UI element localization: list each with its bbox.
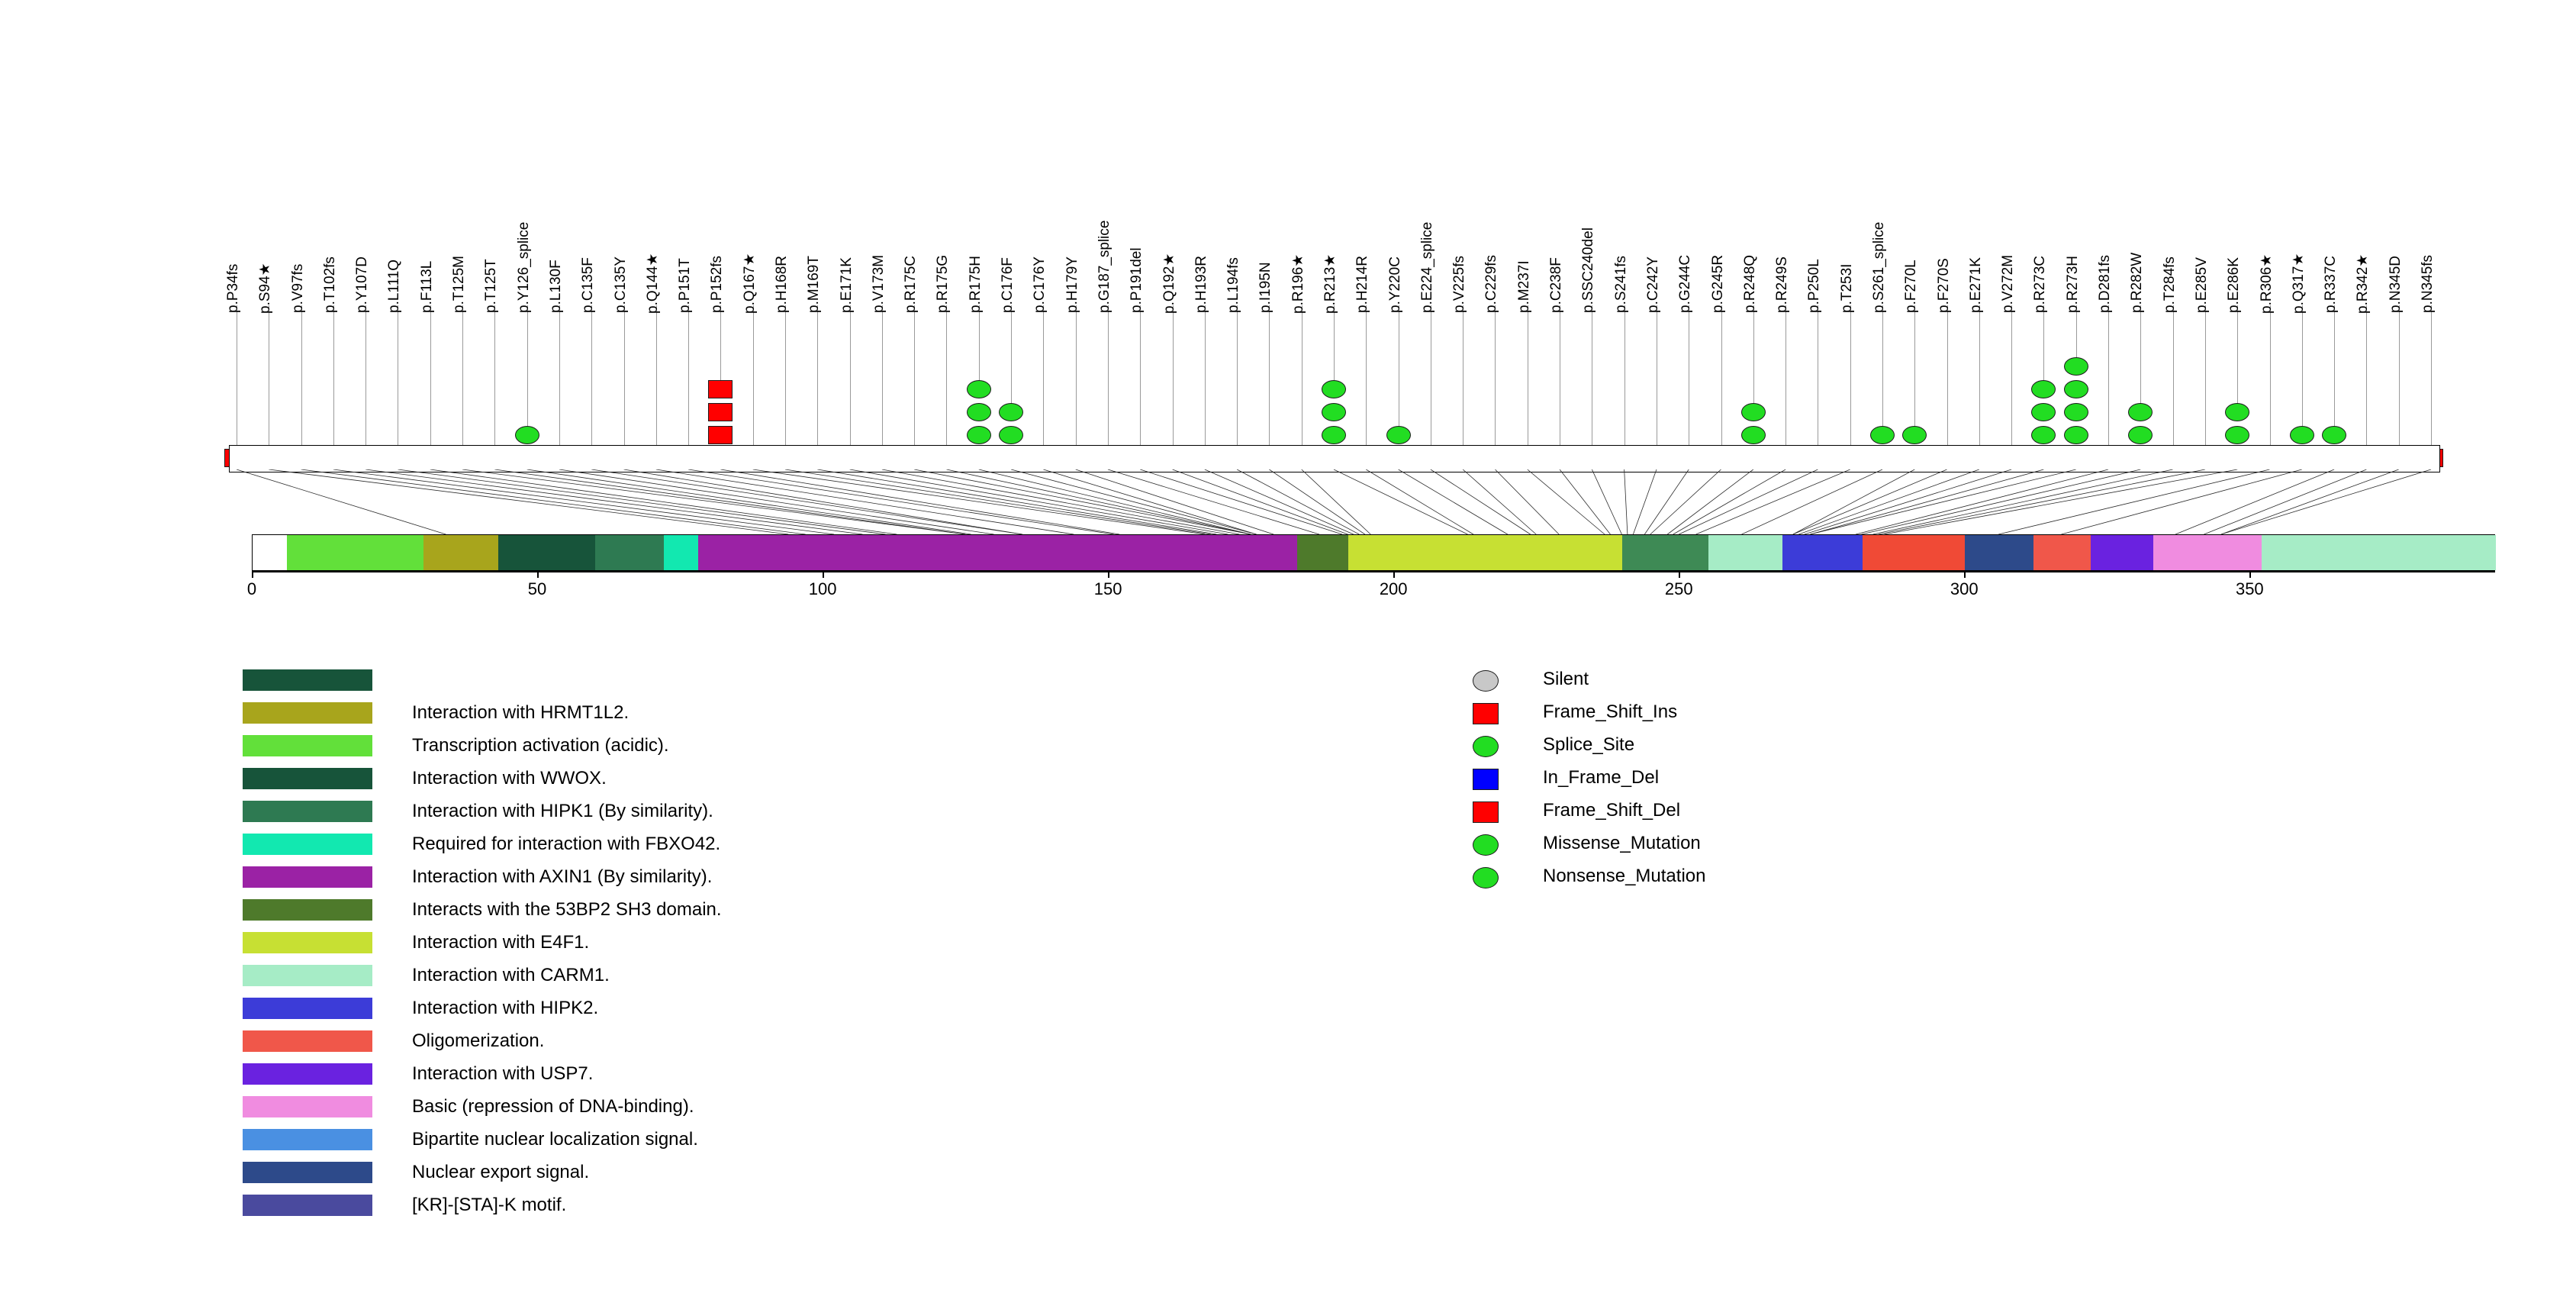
- domain-legend-swatch: [243, 669, 372, 691]
- lollipop-stem: [527, 305, 528, 435]
- domain-legend-label: Interaction with CARM1.: [412, 965, 610, 985]
- lollipop-stem: [624, 305, 625, 458]
- lollipop-stem: [1108, 305, 1109, 458]
- lollipop-stem: [1366, 305, 1367, 458]
- domain-legend-label: Interaction with HIPK2.: [412, 998, 599, 1018]
- axis-tick: [823, 571, 824, 578]
- domain-legend-label: Interaction with HRMT1L2.: [412, 702, 630, 723]
- lollipop-stem: [2237, 305, 2238, 412]
- lollipop-stem: [817, 305, 818, 458]
- mutation-marker-stacked[interactable]: [2290, 426, 2314, 444]
- mutation-label: p.Y126_splice: [515, 221, 532, 313]
- lollipop-stem: [591, 305, 592, 458]
- mutation-label: p.S94★: [257, 263, 274, 314]
- mutation-type-legend-label: Frame_Shift_Del: [1543, 800, 1681, 821]
- mutation-marker-stacked[interactable]: [2031, 403, 2056, 421]
- lollipop-stem: [1011, 305, 1012, 412]
- lollipop-stem: [1495, 305, 1496, 458]
- mutation-label: p.R282W: [2129, 252, 2146, 313]
- mutation-type-legend-row[interactable]: [1473, 830, 2007, 863]
- axis-tick-label: 200: [1379, 579, 1408, 598]
- mutation-marker-stacked[interactable]: [967, 380, 991, 398]
- mutation-label: p.L111Q: [386, 259, 403, 313]
- domain-legend-swatch: [243, 866, 372, 888]
- domain-legend-swatch: [243, 1063, 372, 1085]
- mutation-marker-stacked[interactable]: [2322, 426, 2346, 444]
- mutation-marker-stacked[interactable]: [1322, 426, 1346, 444]
- mutation-type-legend-row[interactable]: [1473, 863, 2007, 895]
- axis-tick-label: 250: [1664, 579, 1693, 598]
- domain-legend-swatch: [243, 702, 372, 724]
- domain-legend-swatch: [243, 735, 372, 756]
- mutation-marker-stacked[interactable]: [1741, 426, 1766, 444]
- axis-tick-label: 50: [527, 579, 547, 598]
- mutation-label: p.R248Q: [1741, 254, 1758, 313]
- mutation-label: p.C135F: [580, 257, 597, 313]
- mutation-marker-stacked[interactable]: [999, 403, 1023, 421]
- mutation-label: p.E286K: [2226, 257, 2243, 313]
- domain-legend-swatch: [243, 932, 372, 953]
- lollipop-stem: [1721, 305, 1722, 458]
- mutation-label: p.P34fs: [225, 263, 241, 313]
- mutation-label: p.P250L: [1806, 259, 1823, 313]
- domain-legend-row[interactable]: [243, 928, 929, 961]
- domain-legend-label: Interaction with USP7.: [412, 1063, 594, 1084]
- lollipop-stem: [2140, 305, 2141, 412]
- lollipop-stem: [2205, 305, 2206, 458]
- mutation-marker-stacked[interactable]: [1322, 380, 1346, 398]
- domain-legend-row[interactable]: [243, 1092, 929, 1125]
- mutation-type-legend-marker: [1473, 834, 1499, 856]
- domain-legend-row[interactable]: [243, 666, 929, 698]
- lollipop-stem: [430, 305, 431, 458]
- axis-tick: [1679, 571, 1680, 578]
- lollipop-stem: [2173, 305, 2174, 458]
- mutation-label: p.V225fs: [1451, 256, 1468, 313]
- mutation-label: p.N345D: [2387, 256, 2404, 313]
- domain-legend-swatch: [243, 965, 372, 986]
- mutation-marker-stacked[interactable]: [1902, 426, 1927, 444]
- mutation-label: p.F270L: [1903, 260, 1920, 313]
- domain-legend-label: Interaction with HIPK1 (By similarity).: [412, 801, 713, 821]
- lollipop-stem: [1979, 305, 1980, 458]
- mutation-marker-stacked[interactable]: [967, 403, 991, 421]
- mutation-label: p.E171K: [838, 257, 855, 313]
- lollipop-stem: [656, 305, 657, 458]
- lollipop-stem: [1914, 305, 1915, 435]
- mutation-type-legend-marker: [1473, 867, 1499, 888]
- mutation-label: p.R337C: [2323, 256, 2339, 313]
- mutation-label: p.SSC240del: [1580, 227, 1597, 313]
- domain-legend-row[interactable]: [243, 1158, 929, 1191]
- mutation-label: p.G187_splice: [1096, 220, 1113, 313]
- lollipop-stem: [1882, 305, 1883, 435]
- domain-segment[interactable]: [1965, 535, 2033, 570]
- mutation-label: p.R342★: [2355, 253, 2372, 314]
- lollipop-stem: [2011, 305, 2012, 458]
- lollipop-stem: [494, 305, 495, 458]
- domain-legend-swatch: [243, 1129, 372, 1150]
- lollipop-stem: [2270, 305, 2271, 458]
- mutation-type-legend-row[interactable]: [1473, 698, 2007, 731]
- lollipop-stem: [688, 305, 689, 458]
- mutation-marker-stacked[interactable]: [2128, 426, 2153, 444]
- mutation-label: p.D281fs: [2097, 254, 2114, 313]
- lollipop-stem: [2431, 305, 2432, 458]
- lollipop-stem: [1947, 305, 1948, 458]
- mutation-type-legend-marker: [1473, 670, 1499, 692]
- lollipop-stem: [946, 305, 947, 458]
- domain-legend-row[interactable]: [243, 961, 929, 994]
- mutation-type-legend-label: Silent: [1543, 669, 1589, 689]
- lollipop-stem: [1753, 305, 1754, 412]
- axis-tick: [1108, 571, 1109, 578]
- mutation-marker-stacked[interactable]: [2225, 403, 2249, 421]
- mutation-type-legend-row[interactable]: [1473, 666, 2007, 698]
- mutation-label: p.T125M: [451, 256, 468, 313]
- domain-legend-row[interactable]: [243, 994, 929, 1027]
- lollipop-stem: [1205, 305, 1206, 458]
- lollipop-stem: [301, 305, 302, 458]
- domain-bar: [252, 534, 2495, 571]
- mutation-marker-stacked[interactable]: [2031, 426, 2056, 444]
- mutation-label: p.P151T: [677, 258, 694, 313]
- domain-segment[interactable]: [698, 535, 1297, 570]
- mutation-label: p.M237I: [1515, 260, 1532, 313]
- mutation-label: p.G244C: [1677, 254, 1694, 313]
- lollipop-stem: [1043, 305, 1044, 458]
- domain-legend-label: Oligomerization.: [412, 1030, 545, 1051]
- domain-legend-swatch: [243, 1162, 372, 1183]
- domain-legend-swatch: [243, 1195, 372, 1216]
- domain-legend-swatch: [243, 998, 372, 1019]
- lollipop-stem: [914, 305, 915, 458]
- axis-tick-label: 0: [246, 579, 257, 598]
- axis-tick-label: 150: [1093, 579, 1122, 598]
- mutation-type-legend-marker: [1473, 769, 1499, 790]
- domain-legend-row[interactable]: [243, 731, 929, 764]
- axis-tick-label: 350: [2235, 579, 2264, 598]
- mutation-marker-stacked[interactable]: [1322, 403, 1346, 421]
- domain-legend: [243, 666, 929, 1224]
- mutation-label: p.T125T: [483, 259, 500, 313]
- mutation-marker-stacked[interactable]: [967, 426, 991, 444]
- axis-line: [252, 571, 2495, 572]
- mutation-label: p.R249S: [1774, 256, 1791, 313]
- mutation-type-legend-row[interactable]: [1473, 797, 2007, 830]
- lollipop-stem: [2302, 305, 2303, 435]
- mutation-label: p.V173M: [870, 254, 887, 313]
- mutation-type-legend-marker: [1473, 703, 1499, 724]
- domain-legend-row[interactable]: [243, 863, 929, 895]
- mutation-marker-stacked[interactable]: [2064, 403, 2088, 421]
- mutation-type-legend-label: Missense_Mutation: [1543, 833, 1701, 853]
- mutation-label: p.Q167★: [741, 253, 758, 314]
- mutation-marker-stacked[interactable]: [2031, 380, 2056, 398]
- axis-tick: [1393, 571, 1395, 578]
- mutation-label: p.F270S: [1935, 258, 1952, 313]
- lollipop-stem: [882, 305, 883, 458]
- mutation-label: p.T284fs: [2161, 256, 2178, 313]
- mutation-label: p.R196★: [1290, 253, 1306, 314]
- domain-legend-row[interactable]: [243, 1191, 929, 1224]
- mutation-label: p.E224_splice: [1418, 221, 1435, 313]
- lollipop-stem: [2108, 305, 2109, 458]
- domain-segment[interactable]: [498, 535, 595, 570]
- protein-backbone: [229, 445, 2440, 472]
- lollipop-stem: [2366, 305, 2367, 458]
- domain-legend-label: Bipartite nuclear localization signal.: [412, 1129, 698, 1150]
- axis-tick: [2249, 571, 2251, 578]
- mutation-marker-stacked[interactable]: [708, 403, 733, 421]
- domain-segment[interactable]: [1708, 535, 1782, 570]
- mutation-marker-stacked[interactable]: [1870, 426, 1895, 444]
- mutation-marker-stacked[interactable]: [999, 426, 1023, 444]
- domain-segment[interactable]: [1297, 535, 1348, 570]
- domain-segment[interactable]: [2153, 535, 2262, 570]
- mutation-label: p.R175G: [935, 254, 952, 313]
- domain-segment[interactable]: [2033, 535, 2091, 570]
- domain-legend-row[interactable]: [243, 764, 929, 797]
- domain-segment[interactable]: [1782, 535, 1863, 570]
- domain-segment[interactable]: [287, 535, 424, 570]
- mutation-label: p.C238F: [1548, 257, 1565, 313]
- mutation-marker-stacked[interactable]: [1741, 403, 1766, 421]
- domain-legend-swatch: [243, 801, 372, 822]
- mutation-label: p.C242Y: [1644, 256, 1661, 313]
- domain-legend-row[interactable]: [243, 830, 929, 863]
- mutation-label: p.C229fs: [1483, 254, 1500, 313]
- domain-legend-swatch: [243, 834, 372, 855]
- mutation-label: p.R273C: [2032, 256, 2049, 313]
- mutation-type-legend-marker: [1473, 736, 1499, 757]
- mutation-label: p.Q144★: [644, 253, 661, 314]
- mutation-label: p.E271K: [1967, 257, 1984, 313]
- lollipop-stem: [1237, 305, 1238, 458]
- lollipop-stem: [365, 305, 366, 458]
- domain-legend-label: Interaction with AXIN1 (By similarity).: [412, 866, 713, 887]
- domain-legend-label: Basic (repression of DNA-binding).: [412, 1096, 694, 1117]
- mutation-label: p.E285V: [2193, 257, 2210, 313]
- mutation-label: p.H179Y: [1064, 256, 1080, 313]
- mutation-type-legend-label: Frame_Shift_Ins: [1543, 701, 1678, 722]
- mutation-label: p.T102fs: [321, 256, 338, 313]
- mutation-type-legend-marker: [1473, 801, 1499, 823]
- lollipop-stem: [1173, 305, 1174, 458]
- mutation-label: p.C176F: [1000, 257, 1016, 313]
- mutation-label: p.P152fs: [709, 256, 726, 313]
- mutation-label: p.H193R: [1193, 256, 1209, 313]
- mutation-marker-stacked[interactable]: [2225, 426, 2249, 444]
- lollipop-stem: [1624, 305, 1625, 458]
- domain-legend-row[interactable]: [243, 797, 929, 830]
- lollipop-stem: [1785, 305, 1786, 458]
- lollipop-stem: [753, 305, 754, 458]
- domain-legend-label: Nuclear export signal.: [412, 1162, 590, 1182]
- mutation-label: p.H214R: [1354, 256, 1371, 313]
- mutation-marker-stacked[interactable]: [708, 426, 733, 444]
- lollipop-stem: [462, 305, 463, 458]
- mutation-type-legend-label: Splice_Site: [1543, 734, 1635, 755]
- lollipop-stem: [2043, 305, 2044, 389]
- lollipop-stem: [1140, 305, 1141, 458]
- mutation-marker-stacked[interactable]: [2064, 380, 2088, 398]
- lollipop-stem: [785, 305, 786, 458]
- domain-legend-label: Transcription activation (acidic).: [412, 735, 669, 756]
- domain-legend-swatch: [243, 768, 372, 789]
- lollipop-stem: [1850, 305, 1851, 458]
- mutation-label: p.M169T: [806, 256, 823, 313]
- domain-legend-swatch: [243, 1030, 372, 1052]
- lollipop-stem: [1076, 305, 1077, 458]
- domain-legend-row[interactable]: [243, 1027, 929, 1059]
- domain-segment[interactable]: [664, 535, 698, 570]
- mutation-type-legend-label: In_Frame_Del: [1543, 767, 1660, 788]
- axis-tick: [1964, 571, 1966, 578]
- lollipop-stem: [1334, 305, 1335, 389]
- mutation-label: p.H168R: [774, 256, 790, 313]
- axis-tick-label: 100: [808, 579, 837, 598]
- domain-segment[interactable]: [2091, 535, 2153, 570]
- mutation-label: p.V97fs: [289, 263, 306, 313]
- domain-segment[interactable]: [595, 535, 664, 570]
- domain-legend-row[interactable]: [243, 698, 929, 731]
- mutation-marker-stacked[interactable]: [515, 426, 539, 444]
- mutation-marker-stacked[interactable]: [2128, 403, 2153, 421]
- mutation-label: p.Y107D: [354, 256, 371, 313]
- lollipop-stem: [333, 305, 334, 458]
- domain-segment[interactable]: [1863, 535, 1966, 570]
- mutation-label: p.C176Y: [1032, 256, 1048, 313]
- mutation-label: p.G245R: [1709, 254, 1726, 313]
- mutation-type-legend-row[interactable]: [1473, 731, 2007, 764]
- mutation-type-legend-row[interactable]: [1473, 764, 2007, 797]
- mutation-marker-stacked[interactable]: [708, 380, 733, 398]
- domain-segment[interactable]: [1348, 535, 1622, 570]
- mutation-label: p.I195N: [1257, 262, 1274, 313]
- mutation-marker-stacked[interactable]: [2064, 426, 2088, 444]
- mutation-label: p.R175C: [903, 256, 919, 313]
- lollipop-stem: [2334, 305, 2335, 435]
- domain-segment[interactable]: [2262, 535, 2496, 570]
- mutation-label: p.L130F: [547, 260, 564, 313]
- mutation-label: p.Q192★: [1161, 253, 1177, 314]
- mutation-type-legend: [1473, 666, 2007, 895]
- mutation-label: p.T253I: [1838, 263, 1855, 313]
- domain-legend-label: [KR]-[STA]-K motif.: [412, 1195, 567, 1215]
- mutation-marker-stacked[interactable]: [1386, 426, 1411, 444]
- mutation-type-legend-label: Nonsense_Mutation: [1543, 866, 1706, 886]
- mutation-label: p.S261_splice: [1871, 221, 1887, 313]
- domain-legend-row[interactable]: [243, 1125, 929, 1158]
- mutation-label: p.R273H: [2064, 256, 2081, 313]
- lollipop-stem: [850, 305, 851, 458]
- mutation-label: p.Y220C: [1386, 256, 1403, 313]
- domain-legend-row[interactable]: [243, 1059, 929, 1092]
- mutation-label: p.Q317★: [2290, 253, 2307, 314]
- mutation-label: p.R306★: [2258, 253, 2275, 314]
- mutation-label: p.R175H: [967, 256, 984, 313]
- mutation-label: p.V272M: [2000, 254, 2017, 313]
- axis-tick: [537, 571, 539, 578]
- mutation-label: p.R213★: [1322, 253, 1338, 314]
- lollipop-stem: [2399, 305, 2400, 458]
- mutation-label: p.S241fs: [1612, 256, 1629, 313]
- mutation-label: p.N345fs: [2420, 254, 2436, 313]
- lollipop-stem: [720, 305, 721, 389]
- axis-tick: [252, 571, 253, 578]
- lollipop-stem: [559, 305, 560, 458]
- domain-legend-label: Interacts with the 53BP2 SH3 domain.: [412, 899, 722, 920]
- lollipop-stem: [979, 305, 980, 389]
- mutation-label: p.L194fs: [1225, 257, 1242, 313]
- mutation-label: p.P191del: [1129, 247, 1145, 313]
- mutation-marker-stacked[interactable]: [2064, 357, 2088, 376]
- domain-legend-label: Interaction with E4F1.: [412, 932, 590, 953]
- domain-legend-label: Required for interaction with FBXO42.: [412, 834, 721, 854]
- mutation-label: p.F113L: [418, 260, 435, 313]
- domain-legend-swatch: [243, 1096, 372, 1117]
- domain-segment[interactable]: [1622, 535, 1708, 570]
- domain-legend-label: Interaction with WWOX.: [412, 768, 607, 789]
- domain-legend-swatch: [243, 899, 372, 921]
- position-axis: [246, 571, 2495, 601]
- axis-tick-label: 300: [1950, 579, 1979, 598]
- lollipop-stem: [1269, 305, 1270, 458]
- domain-legend-row[interactable]: [243, 895, 929, 928]
- domain-segment[interactable]: [423, 535, 497, 570]
- mutation-label: p.C135Y: [612, 256, 629, 313]
